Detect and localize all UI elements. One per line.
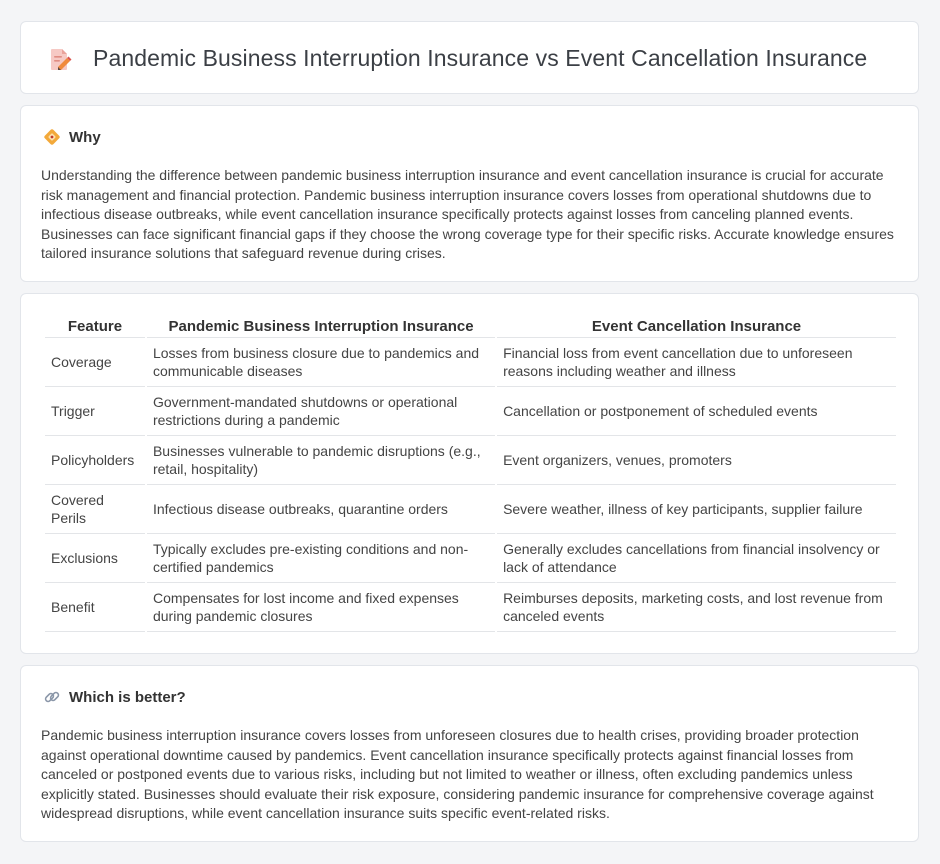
row-feature-cell: Exclusions [45,534,145,583]
which-better-heading: Which is better? [69,688,186,706]
why-paragraph: Understanding the difference between pandemic business interruption insurance and event cancellation insurance is crucial for accurate risk management and financial protection. Pandemic business interruption insurance covers losses from operational shutdowns due to infectious disease outbreaks, while event cancellation insurance specifically protects against losses from canceling planned events. Businesses can face significant financial gaps if they choose the wrong coverage type for their specific risks. Accurate knowledge ensures tailored insurance solutions that safeguard revenue during crises. [41,167,894,262]
row-feature-cell: Coverage [45,338,145,387]
table-row [45,583,896,632]
row-feature-cell: Covered Perils [45,485,145,534]
row-event-cell: Severe weather, illness of key participants, supplier failure [497,485,896,534]
row-pandemic-cell: Infectious disease outbreaks, quarantine orders [147,485,495,534]
table-row [45,338,896,387]
row-pandemic-cell: Businesses vulnerable to pandemic disruptions (e.g., retail, hospitality) [147,436,495,485]
row-pandemic-cell: Compensates for lost income and fixed expenses during pandemic closures [147,583,495,632]
row-pandemic-cell: Government-mandated shutdowns or operational restrictions during a pandemic [147,387,495,436]
table-row [45,436,896,485]
row-pandemic-cell: Typically excludes pre-existing conditions and non-certified pandemics [147,534,495,583]
which-better-paragraph: Pandemic business interruption insurance covers losses from unforeseen closures due to health crises, providing broader protection against operational downtime caused by pandemics. Event cancellation insurance specifically protects against financial losses from canceled or postponed events due to various risks, including but not limited to weather or illness, often excluding pandemics unless explicitly stated. Businesses should evaluate their risk exposure, considering pandemic insurance for comprehensive coverage against widespread disruptions, while event cancellation insurance suits specific event-related risks. [41,727,874,822]
row-feature-cell: Policyholders [45,436,145,485]
table-row [45,485,896,534]
title-card [20,21,919,94]
table-row [45,534,896,583]
row-feature-cell: Benefit [45,583,145,632]
why-heading: Why [69,128,101,146]
title-row [47,22,867,95]
why-section [20,105,919,282]
row-event-cell: Event organizers, venues, promoters [497,436,896,485]
column-header-event: Event Cancellation Insurance [497,316,896,338]
why-header [43,128,101,146]
column-header-feature: Feature [45,316,145,338]
which-better-section [20,665,919,842]
row-event-cell: Generally excludes cancellations from financial insolvency or lack of attendance [497,534,896,583]
table-row [45,387,896,436]
document-pencil-icon [47,46,73,72]
comparison-table [43,316,898,632]
link-icon [43,688,61,706]
row-pandemic-cell: Losses from business closure due to pandemics and communicable diseases [147,338,495,387]
which-better-header [43,688,186,706]
column-header-pandemic: Pandemic Business Interruption Insurance [147,316,495,338]
page-title: Pandemic Business Interruption Insurance vs Event Cancellation Insurance [93,45,868,71]
row-feature-cell: Trigger [45,387,145,436]
row-event-cell: Financial loss from event cancellation due to unforeseen reasons including weather and illness [497,338,896,387]
row-event-cell: Cancellation or postponement of scheduled events [497,387,896,436]
row-event-cell: Reimburses deposits, marketing costs, and lost revenue from canceled events [497,583,896,632]
diamond-warning-icon [43,128,61,146]
comparison-section [20,293,919,654]
table-header-row [45,316,896,338]
